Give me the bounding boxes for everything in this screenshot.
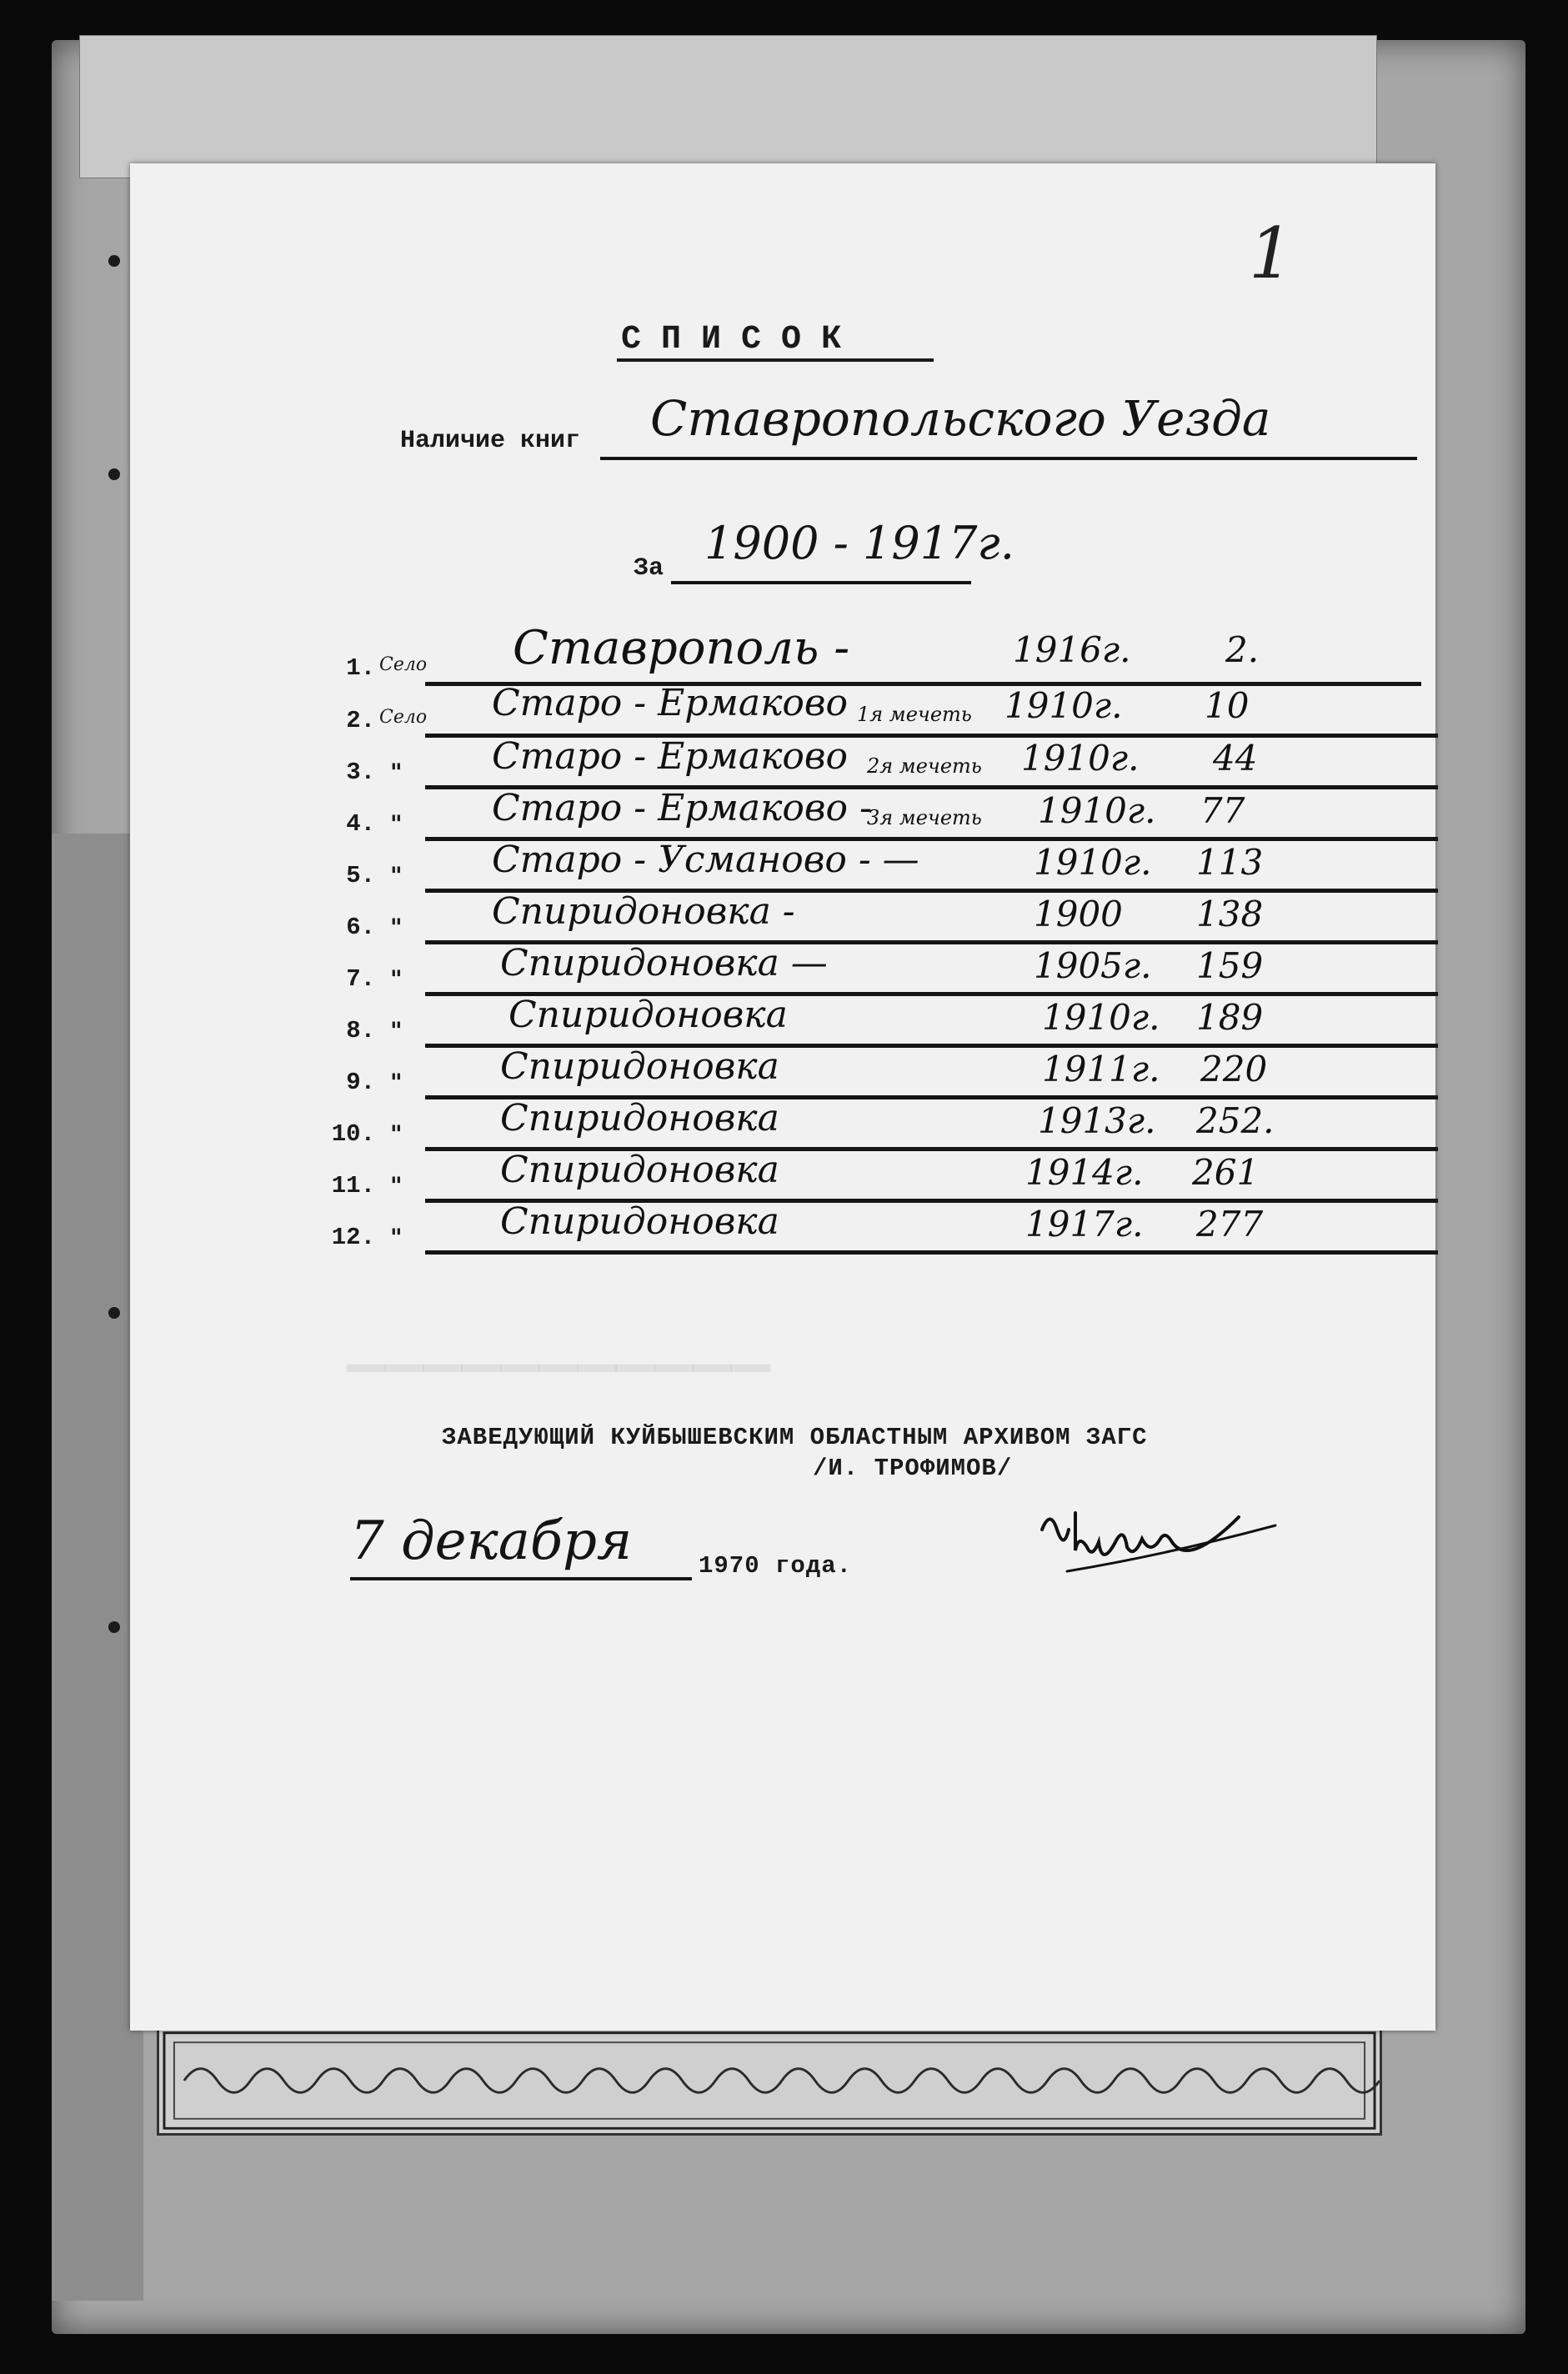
row-note: 3я мечеть (867, 806, 982, 829)
row-year: 1914г. (1025, 1152, 1144, 1193)
row-note: 2я мечеть (867, 754, 982, 778)
row-settlement-name: Спиридоновка (500, 1045, 779, 1088)
row-settlement-type: " (390, 810, 403, 838)
row-settlement-name: Ставрополь - (513, 621, 850, 675)
row-year: 1910г. (1034, 842, 1152, 883)
row-count: 138 (1196, 894, 1264, 934)
row-year: 1913г. (1038, 1100, 1156, 1141)
row-number: 6. (346, 914, 375, 941)
row-note: 1я мечеть (857, 703, 972, 726)
title-underline (617, 358, 934, 362)
row-number: 9. (346, 1069, 375, 1096)
row-number: 5. (346, 862, 375, 889)
row-year: 1917г. (1025, 1204, 1144, 1245)
row-count: 113 (1196, 842, 1264, 883)
row-count: 189 (1196, 997, 1264, 1038)
row-number: 7. (346, 965, 375, 993)
binding-hole (108, 1621, 120, 1633)
period-value: 1900 - 1917г. (704, 517, 1014, 569)
row-settlement-name: Спиридоновка - (492, 890, 795, 933)
date-underline (350, 1577, 692, 1580)
row-settlement-type: Село (379, 654, 428, 675)
row-count: 44 (1213, 738, 1258, 779)
sheet-number: 1 (1249, 213, 1294, 294)
row-settlement-name: Спиридоновка (500, 1149, 779, 1191)
row-count: 277 (1196, 1204, 1264, 1245)
row-number: 3. (346, 759, 375, 786)
row-year: 1916г. (1013, 629, 1131, 670)
row-settlement-type: " (390, 759, 403, 786)
row-settlement-name: Старо - Ермаково (492, 682, 848, 724)
row-settlement-name: Спиридоновка (508, 994, 788, 1036)
row-settlement-name: Спиридоновка (500, 1097, 779, 1139)
row-number: 11. (331, 1172, 375, 1200)
bleed-through-text: ▁▁▁▁▁▁▁▁▁▁▁ (347, 1314, 770, 1372)
row-settlement-type: " (390, 1069, 403, 1096)
row-year: 1900 (1034, 894, 1123, 934)
row-settlement-name: Старо - Ермаково - (492, 787, 872, 829)
row-count: 252. (1196, 1100, 1275, 1141)
row-settlement-type: " (390, 1017, 403, 1044)
binding-hole (108, 1307, 120, 1319)
binding-hole (108, 255, 120, 267)
binding-hole (108, 468, 120, 480)
handwritten-signature (1034, 1496, 1284, 1588)
row-number: 4. (346, 810, 375, 838)
row-count: 77 (1200, 790, 1245, 831)
row-settlement-name: Спиридоновка — (500, 942, 828, 984)
row-year: 1910г. (1038, 790, 1156, 831)
ornament-pattern (159, 2028, 1380, 2133)
row-count: 2. (1225, 629, 1260, 670)
row-count: 159 (1196, 945, 1264, 986)
row-year: 1910г. (1021, 738, 1140, 779)
row-count: 10 (1205, 685, 1250, 726)
row-settlement-name: Старо - Усманово - — (492, 839, 919, 881)
period-label: За (634, 554, 664, 583)
row-number: 10. (331, 1120, 375, 1148)
row-settlement-type: " (390, 914, 403, 941)
row-settlement-type: " (390, 1224, 403, 1251)
row-rule (425, 1250, 1438, 1255)
back-sheet (79, 35, 1377, 178)
page-title: СПИСОК (621, 321, 862, 358)
row-year: 1905г. (1034, 945, 1152, 986)
row-year: 1910г. (1042, 997, 1160, 1038)
books-label: Наличие книг (400, 427, 581, 455)
row-settlement-type: " (390, 1120, 403, 1148)
ornamental-border-band (157, 2026, 1382, 2136)
signatory-name: /И. ТРОФИМОВ/ (813, 1455, 1013, 1482)
row-settlement-type: " (390, 1172, 403, 1200)
row-number: 12. (331, 1224, 375, 1251)
period-underline (671, 581, 971, 584)
books-value: Ставропольского Уезда (650, 390, 1271, 447)
row-settlement-type: " (390, 862, 403, 889)
row-settlement-name: Старо - Ермаково (492, 735, 848, 778)
row-number: 8. (346, 1017, 375, 1044)
row-settlement-type: " (390, 965, 403, 993)
row-count: 220 (1200, 1049, 1268, 1089)
row-number: 1. (346, 654, 375, 682)
row-number: 2. (346, 707, 375, 734)
row-year: 1911г. (1042, 1049, 1160, 1089)
books-underline (600, 457, 1417, 460)
row-settlement-type: Село (379, 707, 428, 728)
date-handwritten: 7 декабря (350, 1510, 633, 1572)
signatory-position: ЗАВЕДУЮЩИЙ КУЙБЫШЕВСКИМ ОБЛАСТНЫМ АРХИВОМ ЗАГС (442, 1424, 1148, 1451)
date-year: 1970 года. (699, 1552, 853, 1580)
row-count: 261 (1192, 1152, 1260, 1193)
row-settlement-name: Спиридоновка (500, 1200, 779, 1243)
row-year: 1910г. (1004, 685, 1123, 726)
